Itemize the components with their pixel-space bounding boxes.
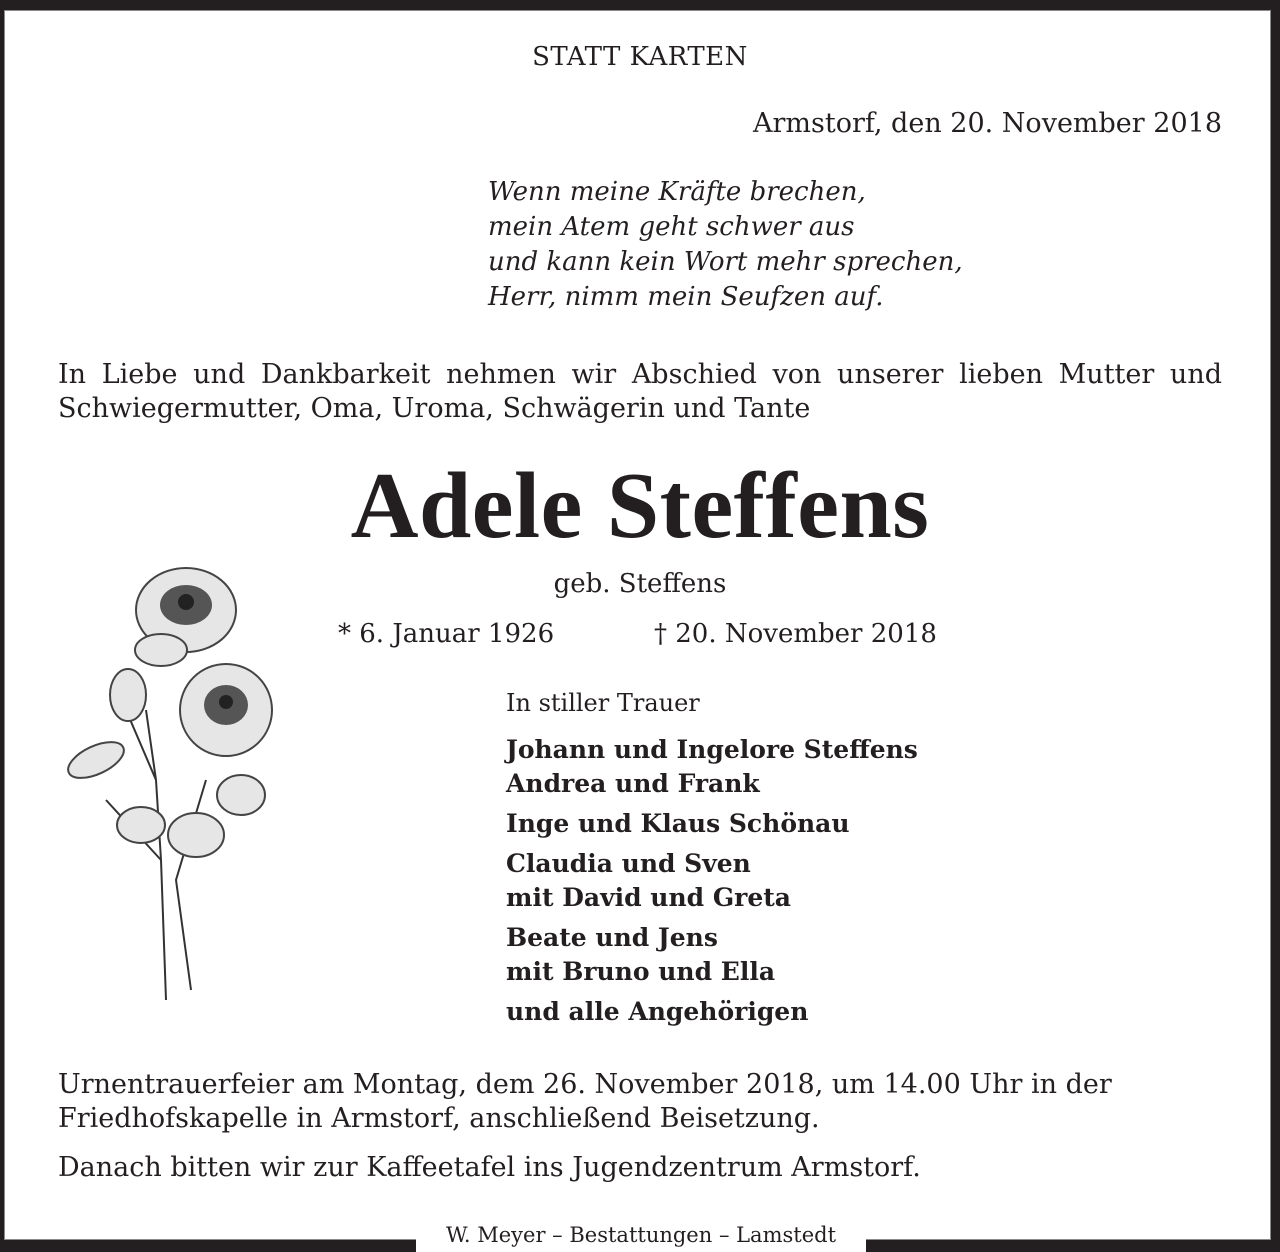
mourner-group — [506, 847, 918, 915]
reception-info: Danach bitten wir zur Kaffeetafel ins Jugendzentrum Armstorf. — [58, 1152, 921, 1183]
mourner-line: mit Bruno und Ella — [506, 957, 776, 986]
death-date: † 20. November 2018 — [654, 619, 937, 649]
poem-line: mein Atem geht schwer aus — [488, 212, 855, 242]
roses-illustration-icon — [66, 560, 276, 1000]
mourner-group — [506, 733, 918, 801]
mourner-line: Inge und Klaus Schönau — [506, 809, 850, 838]
place-date: Armstorf, den 20. November 2018 — [752, 108, 1222, 139]
funeral-info: Urnentrauerfeier am Montag, dem 26. November 2018, um 14.00 Uhr in der Friedhofskapelle in Armstorf, anschließend Beisetzung. — [58, 1069, 1112, 1134]
mourner-line: mit David und Greta — [506, 883, 791, 912]
mourners-list — [506, 733, 918, 1035]
birth-date: * 6. Januar 1926 — [338, 619, 555, 649]
mourning-heading: In stiller Trauer — [506, 689, 700, 717]
statt-karten-heading: STATT KARTEN — [532, 42, 748, 72]
mourner-group — [506, 921, 918, 989]
mourner-group — [506, 807, 918, 841]
mourner-line: und alle Angehörigen — [506, 997, 809, 1026]
poem — [488, 175, 963, 315]
maiden-name: geb. Steffens — [553, 569, 727, 599]
undertaker-footer: W. Meyer – Bestattungen – Lamstedt — [416, 1220, 866, 1252]
poem-line: und kann kein Wort mehr sprechen, — [488, 247, 963, 277]
deceased-name: Adele Steffens — [350, 454, 930, 558]
mourner-line: Johann und Ingelore Steffens — [506, 735, 918, 764]
poem-line: Herr, nimm mein Seufzen auf. — [488, 282, 884, 312]
mourner-line: Claudia und Sven — [506, 849, 751, 878]
mourner-line: Andrea und Frank — [506, 769, 760, 798]
intro-text: In Liebe und Dankbarkeit nehmen wir Abschied von unserer lieben Mutter und Schwiegermutter, Oma, Uroma, Schwägerin und Tante — [58, 359, 1222, 424]
mourner-line: Beate und Jens — [506, 923, 718, 952]
poem-line: Wenn meine Kräfte brechen, — [488, 177, 866, 207]
mourner-group — [506, 995, 918, 1029]
